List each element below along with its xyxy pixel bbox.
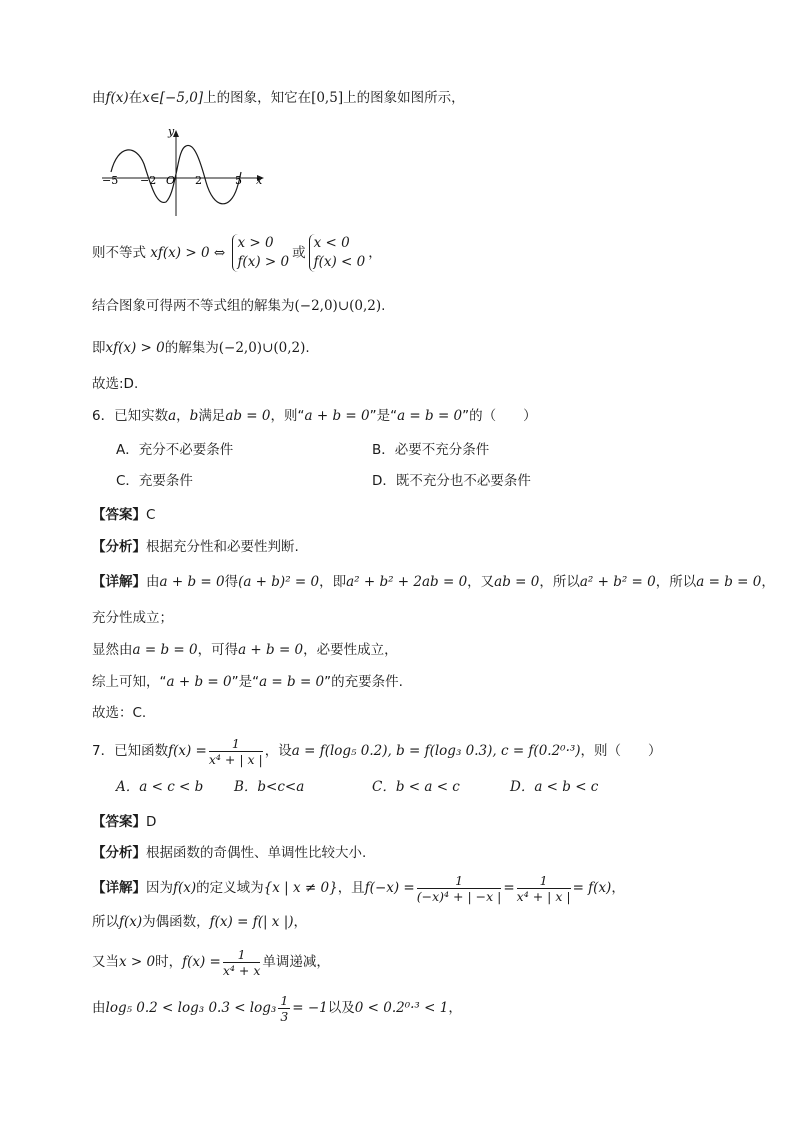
ineq-prefix: 则不等式 [92, 245, 146, 261]
q7-even: 所以f(x)为偶函数，f(x) = f(| x |)， [92, 914, 308, 930]
q7-compare: 由log₅ 0.2 < log₃ 0.3 < log₃ $\frac{1}{3}$ = −1以及0 < 0.2⁰·³ < 1， [92, 992, 462, 1024]
question-7: 7．已知函数f(x) = $\frac{1}{\text{x⁴ + | x |}}$ ，设a = f(log₅ 0.2), b = f(log₃ 0.3), c = f(0.2⁰·³)，则（ ） [92, 735, 662, 767]
solution-line: 即xf(x) > 0的解集为(−2,0)∪(0,2). [92, 340, 310, 356]
intro-text-2: 在 [128, 90, 143, 106]
function-graph [98, 124, 268, 218]
y-axis-label: y [168, 125, 175, 138]
system-2: x < 0 f(x) < 0 [309, 234, 366, 272]
q7-detail: 【详解】因为f(x)的定义域为{x | x ≠ 0}，且f(−x) = $\frac{1}{\text{(−x)⁴ + | −x |}}$ = $\frac{1}{\text{x⁴ + | x |}}$ = f(x)， [92, 872, 625, 904]
tick-5: 5 [235, 174, 242, 187]
curve-right [176, 145, 241, 203]
q6-option-b: B．必要不充分条件 [372, 442, 490, 458]
tick-neg2: −2 [140, 174, 157, 187]
q6-option-d: D．既不充分也不必要条件 [372, 473, 531, 489]
intro-text-4: 上的图象如图所示， [343, 90, 465, 106]
q6-detail: 【详解】由a + b = 0得(a + b)² = 0，即a² + b² + 2ab = 0，又ab = 0，所以a² + b² = 0，所以a = b = 0， [92, 574, 775, 590]
ineq-expr: xf(x) > 0 ⇔ [150, 245, 226, 261]
q6-necessity: 显然由a = b = 0，可得a + b = 0，必要性成立， [92, 642, 398, 658]
q7-option-c: C．b < a < c [372, 779, 460, 795]
q6-option-c: C．充要条件 [116, 473, 193, 489]
ineq-suffix: ， [368, 245, 382, 261]
q7-option-b: B．b<c<a [234, 779, 305, 795]
intro-fx: f(x) [105, 90, 129, 106]
tick-2: 2 [195, 174, 202, 187]
q7-option-d: D．a < b < c [510, 779, 599, 795]
intro-interval: [0,5] [311, 90, 344, 106]
q7-analysis: 【分析】根据函数的奇偶性、单调性比较大小. [92, 845, 367, 861]
q6-answer: 【答案】C [92, 507, 156, 523]
inequality-line [92, 232, 382, 274]
q6-choose: 故选：C. [92, 705, 147, 721]
q6-option-a: A．充分不必要条件 [116, 442, 234, 458]
q6-conclusion: 综上可知，“a + b = 0”是“a = b = 0”的充要条件. [92, 674, 403, 690]
question-6: 6．已知实数a，b满足ab = 0，则“a + b = 0”是“a = b = 0”的（ ） [92, 408, 537, 424]
combine-line: 结合图象可得两不等式组的解集为(−2,0)∪(0,2). [92, 298, 386, 314]
q7-option-a: A．a < c < b [116, 779, 204, 795]
system-1: x > 0 f(x) > 0 [232, 234, 289, 272]
tick-origin: O [166, 174, 176, 187]
q7-fraction: $\frac{1}{\text{x⁴ + | x |}}$ [208, 735, 263, 767]
intro-text-1: 由 [92, 90, 106, 106]
x-axis-label: x [256, 174, 263, 187]
q6-analysis: 【分析】根据充分性和必要性判断. [92, 539, 299, 555]
q6-sufficiency: 充分性成立； [92, 610, 173, 626]
intro-text-3: 上的图象，知它在 [203, 90, 312, 106]
q7-answer: 【答案】D [92, 814, 157, 830]
intro-domain: x∈[−5,0] [142, 90, 204, 106]
ineq-or: 或 [292, 245, 306, 261]
choose-q5: 故选:D. [92, 376, 139, 392]
q7-monotone: 又当x > 0时，f(x) = $\frac{1}{\text{x⁴ + x}}$ 单调递减， [92, 946, 330, 978]
tick-neg5: −5 [102, 174, 119, 187]
intro-line [92, 88, 465, 108]
